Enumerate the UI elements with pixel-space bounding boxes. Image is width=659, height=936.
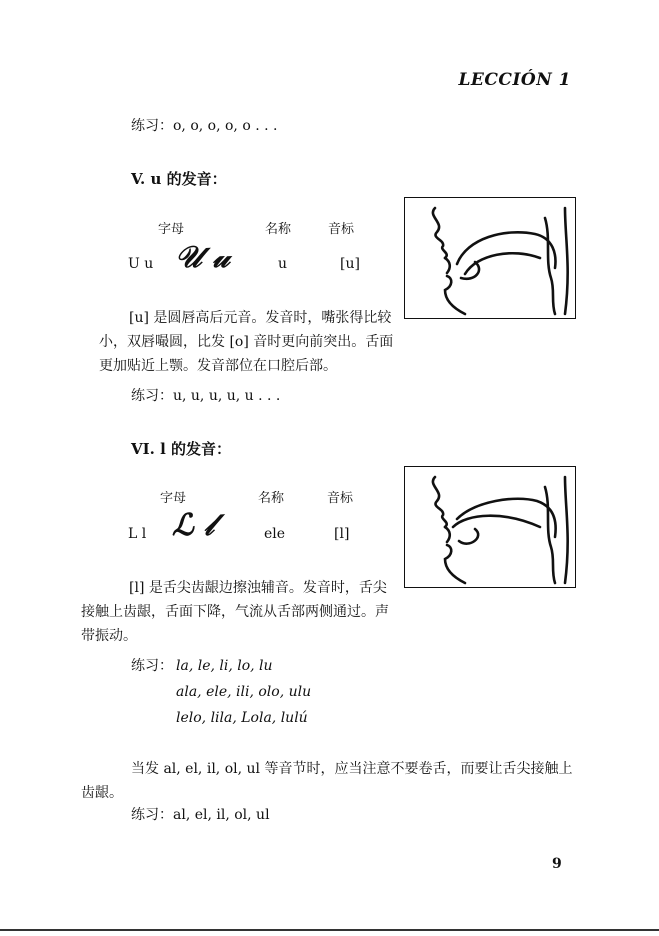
l-script-letters: ℒ 𝓁 <box>172 508 215 543</box>
l-mouth-diagram <box>404 466 576 588</box>
o-practice-line: 练习：o, o, o, o, o . . . <box>131 118 278 134</box>
page-number: 9 <box>552 856 562 872</box>
l-col-name: 名称 <box>258 491 285 506</box>
l-description: [l] 是舌尖齿龈边擦浊辅音。发音时，舌尖接触上齿龈，舌面下降，气流从舌部两侧通过。声带振动。 <box>81 580 389 644</box>
u-script-letters: 𝒰 𝓊 <box>175 240 230 275</box>
l-note: 当发 al, el, il, ol, ul 等音节时，应当注意不要卷舌，而要让舌尖接触上齿龈。 <box>81 761 573 801</box>
page-header-title: LECCIÓN 1 <box>458 70 571 90</box>
u-practice-line: 练习：u, u, u, u, u . . . <box>131 388 281 404</box>
u-mouth-diagram-icon <box>405 198 575 318</box>
l-practice-line2: ala, ele, ili, olo, ulu <box>176 684 312 700</box>
l-mouth-diagram-icon <box>405 467 575 587</box>
u-mouth-diagram <box>404 197 576 319</box>
u-col-ipa: 音标 <box>328 222 355 237</box>
u-print-letters: U u <box>128 256 154 272</box>
l-col-ipa: 音标 <box>327 491 354 506</box>
bottom-border-line <box>0 929 659 931</box>
u-description: [u] 是圆唇高后元音。发音时，嘴张得比较小，双唇嘬圆，比发 [o] 音时更向前突出。舌面更加贴近上颚。发音部位在口腔后部。 <box>99 310 394 374</box>
u-col-letter: 字母 <box>158 222 185 237</box>
u-col-name: 名称 <box>265 222 292 237</box>
l-ipa: [l] <box>334 526 350 542</box>
section-l-title: VI. l 的发音： <box>131 440 232 458</box>
l-practice2-line: 练习：al, el, il, ol, ul <box>131 807 270 823</box>
l-practice-line3: lelo, lila, Lola, lulú <box>176 710 308 726</box>
l-col-letter: 字母 <box>160 491 187 506</box>
l-print-letters: L l <box>128 526 147 542</box>
l-practice-label: 练习： <box>131 658 173 674</box>
u-ipa: [u] <box>340 256 360 272</box>
l-practice-line1: la, le, li, lo, lu <box>176 658 273 674</box>
u-name: u <box>278 256 288 272</box>
l-name: ele <box>264 526 286 542</box>
section-u-title: V. u 的发音： <box>131 170 227 188</box>
